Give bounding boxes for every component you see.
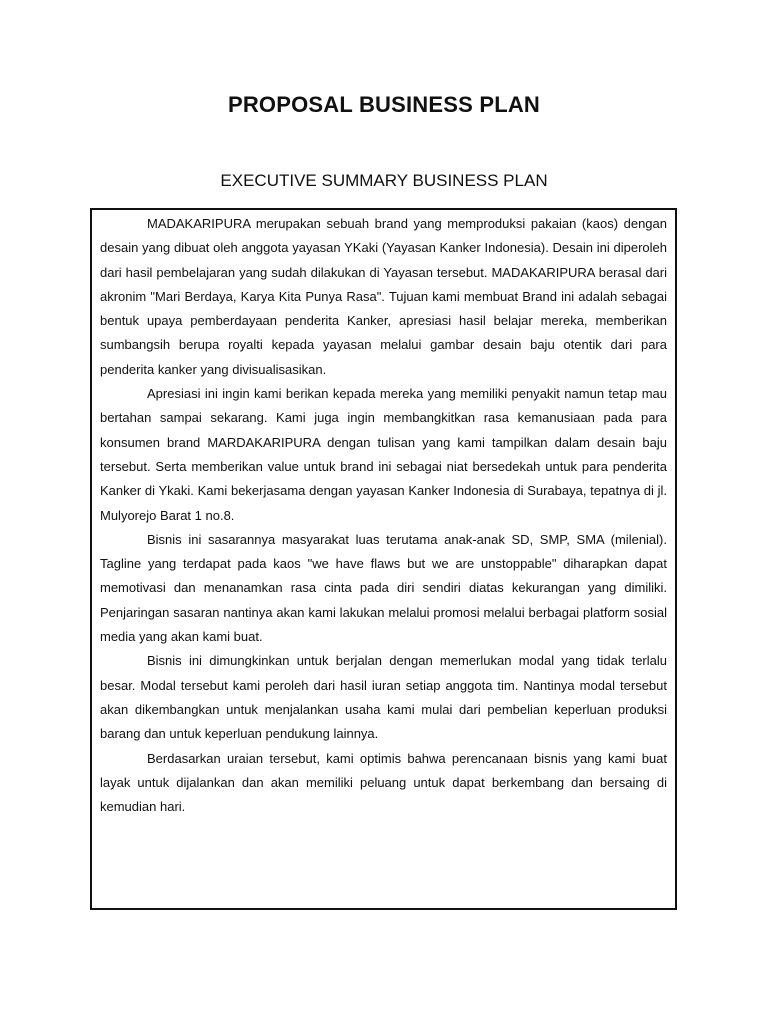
summary-paragraph-5: Berdasarkan uraian tersebut, kami optimis bahwa perencanaan bisnis yang kami buat layak untuk dijalankan dan akan memiliki peluang untuk dapat berkembang dan bersaing di kemudian hari. xyxy=(100,750,667,815)
summary-paragraph-2: Apresiasi ini ingin kami berikan kepada mereka yang memiliki penyakit namun tetap mau bertahan sampai sekarang. Kami juga ingin membangkitkan rasa kemanusiaan pada para konsumen brand MARDAKARIPURA dengan tulisan yang kami tampilkan dalam desain baju tersebut. Serta memberikan value untuk brand ini sebagai niat bersedekah untuk para penderita Kanker di Ykaki. Kami bekerjasama dengan yayasan Kanker Indonesia di Surabaya, tepatnya di jl. Mulyorejo Barat 1 no.8. xyxy=(100,386,667,523)
summary-paragraph-3: Bisnis ini sasarannya masyarakat luas terutama anak-anak SD, SMP, SMA (milenial). Tagline yang terdapat pada kaos "we have flaws but we are unstoppable" diharapkan dapat memotivasi dan menanamkan rasa cinta pada diri sendiri diatas kekurangan yang dimiliki. Penjaringan sasaran nantinya akan kami lakukan melalui promosi melalui berbagai platform sosial media yang akan kami buat. xyxy=(100,531,667,645)
section-title: EXECUTIVE SUMMARY BUSINESS PLAN xyxy=(220,171,548,190)
summary-paragraph-4: Bisnis ini dimungkinkan untuk berjalan dengan memerlukan modal yang tidak terlalu besar. Modal tersebut kami peroleh dari hasil iuran setiap anggota tim. Nantinya modal tersebut akan dikembangkan untuk menjalankan usaha kami mulai dari pembelian keperluan produksi barang dan untuk keperluan pendukung lainnya. xyxy=(100,653,667,742)
executive-summary-box xyxy=(90,208,677,910)
page-title: PROPOSAL BUSINESS PLAN xyxy=(227,92,541,117)
summary-paragraph-1: MADAKARIPURA merupakan sebuah brand yang memproduksi pakaian (kaos) dengan desain yang dibuat oleh anggota yayasan YKaki (Yayasan Kanker Indonesia). Desain ini diperoleh dari hasil pembelajaran yang sudah dilakukan di Yayasan tersebut. MADAKARIPURA berasal dari akronim "Mari Berdaya, Karya Kita Punya Rasa". Tujuan kami membuat Brand ini adalah sebagai bentuk upaya pemberdayaan penderita Kanker, apresiasi hasil belajar mereka, memberikan sumbangsih berupa royalti kepada yayasan melalui gambar desain baju otentik dari para penderita kanker yang divisualisasikan. xyxy=(100,216,667,377)
